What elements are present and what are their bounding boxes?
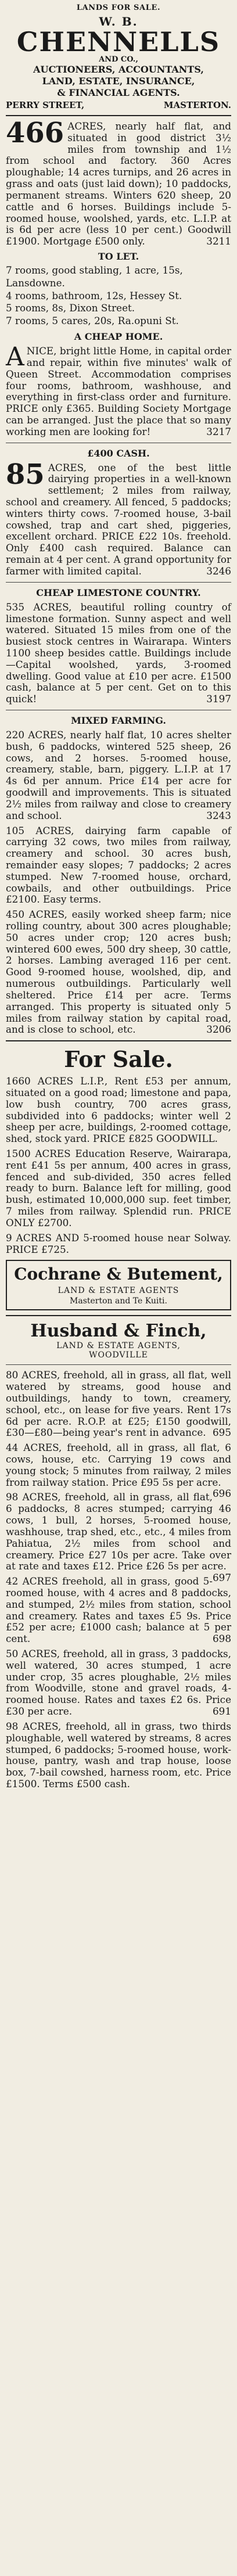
chennells-masthead xyxy=(6,15,231,99)
chennells-line2: LAND, ESTATE, INSURANCE, xyxy=(42,76,195,87)
to-let-item: 5 rooms, 8s, Dixon Street. xyxy=(6,302,135,314)
cochrane-sub: LAND & ESTATE AGENTS xyxy=(58,1286,179,1296)
mixed-heading: MIXED FARMING. xyxy=(71,715,166,727)
ad-limestone xyxy=(6,602,231,705)
ad-text: NICE, bright little Home, in capital order and repair, within five minutes' walk of Queen Street. Accommodation comprises four rooms, bathroom, washhouse, and everything in first-class order and furniture. PRICE only £365. Building Society Mortgage can be arranged. Just the place that so many working men are looking for! xyxy=(6,345,232,437)
chennells-line1: AUCTIONEERS, ACCOUNTANTS, xyxy=(33,64,204,75)
ad-text: 44 ACRES, freehold, all in grass, all flat, 6 cows, house, etc. Carrying 19 cows and young stock; 5 minutes from railway, 2 miles from railway station. Price £95 5s per acre. xyxy=(6,1442,231,1488)
husband-ad xyxy=(6,1576,231,1645)
chennells-name: CHENNELLS xyxy=(16,26,221,58)
ad-number: 85 xyxy=(6,458,45,491)
ad-text: 98 ACRES, freehold, all in grass, all flat, 6 paddocks, 8 acres stumped; carrying 46 cows, 1 bull, 2 horses, 5-roomed house, washhouse, trap shed, etc., etc., 4 miles from Pahiatua, 2½ miles from school and creamery. Price £27 10s per acre. Take over at rate and taxes £12. Price £26 5s per acre. xyxy=(6,1491,231,1572)
husband-ad xyxy=(6,1721,231,1790)
husband-ad xyxy=(6,1491,231,1584)
divider xyxy=(6,582,231,583)
chennells-address xyxy=(6,100,231,110)
ad-450-acres xyxy=(6,909,231,1036)
ad-text: 98 ACRES, freehold, all in grass, two thirds ploughable, well watered by streams, 8 acres stumped, 6 paddocks; 5-roomed house, work-house, pantry, wash and trap house, loose box, 7-bail cowshed, harness room, etc. Price £1500. Terms £500 cash. xyxy=(6,1720,231,1790)
ad-ref: 3243 xyxy=(206,809,231,821)
divider xyxy=(6,1040,231,1041)
page-column xyxy=(3,3,234,1790)
ad-1660-acres: 1660 ACRES L.I.P., Rent £53 per annum, situated on a good road; limestone and papa, low bush country, 700 acres grass, subdivided into 6 paddocks; winter well 2 sheep per acre, buildings, 2-roomed cottage, shed, stock yard. PRICE £825 GOODWILL. xyxy=(6,1075,231,1145)
ad-ref: 3197 xyxy=(206,693,231,705)
to-let-heading: TO LET. xyxy=(98,250,139,262)
address-right: MASTERTON. xyxy=(163,100,231,110)
ad-number: 466 xyxy=(6,117,64,149)
ad-text: ACRES, one of the best little dairying properties in a well-known settlement; 2 miles from railway, school and creamery. All fenced, 5 paddocks; winters thirty cows. 7-roomed house, 3-bail cowshed, trap and cart shed, piggeries, excellent orchard. PRICE £22 10s. freehold. Only £400 cash required. Balance can remain at 4 per cent. A grand opportunity for farmer with limited capital. xyxy=(6,461,231,577)
page-header: LANDS FOR SALE. xyxy=(76,3,161,12)
ad-105-acres: 105 ACRES, dairying farm capable of carrying 32 cows, two miles from railway, creamery and school. 30 acres bush, remainder easy slopes; 7 paddocks; 2 acres stumped. New 7-roomed house, orchard, cowbails, and other outbuildings. Price £2100. Easy terms. xyxy=(6,824,231,906)
cochrane-name: Cochrane & Butement, xyxy=(14,1264,223,1284)
ad-text: 535 ACRES, beautiful rolling country of limestone formation. Sunny aspect and well watered. Situated 15 miles from one of the busiest stock centres in Wairarapa. Winters 1100 sheep besides cattle. Buildings include—Capital woolshed, yards, 3-roomed dwelling. Good value at £10 per acre. £1500 cash, balance at 5 per cent. Get on to this quick! xyxy=(6,601,231,705)
ad-text: 450 ACRES, easily worked sheep farm; nice rolling country, about 300 acres ploughable; 50 acres under crop; 120 acres bush; wintered 600 ewes, 500 dry sheep, 30 cattle, 2 horses. Lambing averaged 116 per cent. Good 9-roomed house, woolshed, dip, and numerous outbuildings. Particularly well sheltered. Price £14 per acre. Terms arranged. This property is situated only 5 miles from railway station by capital road, and is close to school, etc. xyxy=(6,908,231,1036)
husband-sub: LAND & ESTATE AGENTS, xyxy=(56,1341,181,1351)
divider xyxy=(6,1364,231,1365)
limestone-heading: CHEAP LIMESTONE COUNTRY. xyxy=(36,587,201,598)
chennells-line3: & FINANCIAL AGENTS. xyxy=(57,87,180,98)
ad-text: 50 ACRES, freehold, all in grass, 3 paddocks, well watered, 30 acres stumped, 1 acre under crop, 35 acres ploughable, 2½ miles from Woodville, stone and gravel roads, 4-roomed house. Rates and taxes £2 6s. Price £30 per acre. xyxy=(6,1648,231,1718)
chennells-and-co: AND CO., xyxy=(99,55,138,64)
ad-ref: 697 xyxy=(212,1572,231,1584)
ad-ref: 3206 xyxy=(206,1023,231,1036)
husband-ad xyxy=(6,1442,231,1500)
ad-ref: 696 xyxy=(212,1488,231,1500)
drop-cap: A xyxy=(6,342,24,372)
chennells-initials: W. B. xyxy=(99,15,138,28)
ad-85-acres xyxy=(6,458,231,577)
to-let-list xyxy=(6,264,231,328)
cochrane-box xyxy=(6,1260,231,1310)
divider xyxy=(6,115,231,116)
to-let-item: 4 rooms, bathroom, 12s, Hessey St. xyxy=(6,289,182,301)
divider xyxy=(6,1315,231,1316)
to-let-item: 7 rooms, 5 cares, 20s, Ra.opuni St. xyxy=(6,315,179,327)
ad-cheap-home xyxy=(6,342,232,438)
for-sale-title: For Sale. xyxy=(64,1046,173,1073)
ad-1500-acres: 1500 ACRES Education Reserve, Wairarapa, rent £41 5s per annum, 400 acres in grass, fenced and sub-divided, 350 acres felled ready to burn. Balance left for milling, good bush, estimated 10,000,000 sup. feet timber, 7 miles from railway. Splendid run. PRICE ONLY £2700. xyxy=(6,1148,231,1228)
cash-400-heading: £400 CASH. xyxy=(87,447,150,459)
cochrane-address: Masterton and Te Kuiti. xyxy=(70,1296,167,1306)
cheap-home-heading: A CHEAP HOME. xyxy=(74,331,163,343)
ad-text: ACRES, nearly half flat, and situated in good district 3½ miles from township and 1½ from school and factory. 360 Acres ploughable; 14 acres turnips, and 26 acres in grass and oats (just laid down); 10 paddocks, permanent streams. Winters 620 sheep, 20 cattle and 6 horses. Buildings include 5-roomed house, woolshed, yards, etc. L.I.P. at is 6d per acre (less 10 per cent.) Goodwill £1900. Mortgage £500 only. xyxy=(6,120,231,247)
ad-466-acres xyxy=(6,117,231,247)
husband-place: WOODVILLE xyxy=(89,1350,148,1360)
ad-ref: 3217 xyxy=(206,425,231,437)
husband-ad xyxy=(6,1648,231,1718)
husband-name: Husband & Finch, xyxy=(30,1321,207,1342)
ad-text: 80 ACRES, freehold, all in grass, all flat, well watered by streams, good house and outbuildings, handy to town, creamery, school, etc., on lease for five years. Rent 17s 6d per acre. R.O.P. at £25; £150 goodwill, £30—£80—being year's rent in advance. xyxy=(6,1369,231,1439)
ad-ref: 698 xyxy=(212,1633,231,1645)
ad-ref: 3211 xyxy=(206,235,231,247)
ad-ref: 3246 xyxy=(206,565,231,577)
husband-ad xyxy=(6,1370,231,1439)
ad-220-acres xyxy=(6,730,231,822)
ad-9-acres: 9 ACRES AND 5-roomed house near Solway. PRICE £725. xyxy=(6,1231,231,1255)
ad-text: 220 ACRES, nearly half flat, 10 acres shelter bush, 6 paddocks, wintered 525 sheep, 26 cows, and 2 horses. 5-roomed house, creamery, stable, barn, piggery. L.I.P. at 17 4s 6d per annum. Price £14 per acre for goodwill and improvements. This is situated 2½ miles from railway and close to creamery and school. xyxy=(6,729,231,821)
ad-text: 42 ACRES freehold, all in grass, good 5-roomed house, with 4 acres and 8 paddocks, and stumped, 2½ miles from station, school and creamery. Rates and taxes £5 9s. Price £52 per acre; £1000 cash; balance at 5 per cent. xyxy=(6,1575,231,1645)
address-left: PERRY STREET, xyxy=(6,100,85,110)
ad-ref: 691 xyxy=(212,1705,231,1718)
to-let-item: 7 rooms, good stabling, 1 acre, 15s, Lansdowne. xyxy=(6,264,183,289)
ad-ref: 695 xyxy=(212,1427,231,1439)
